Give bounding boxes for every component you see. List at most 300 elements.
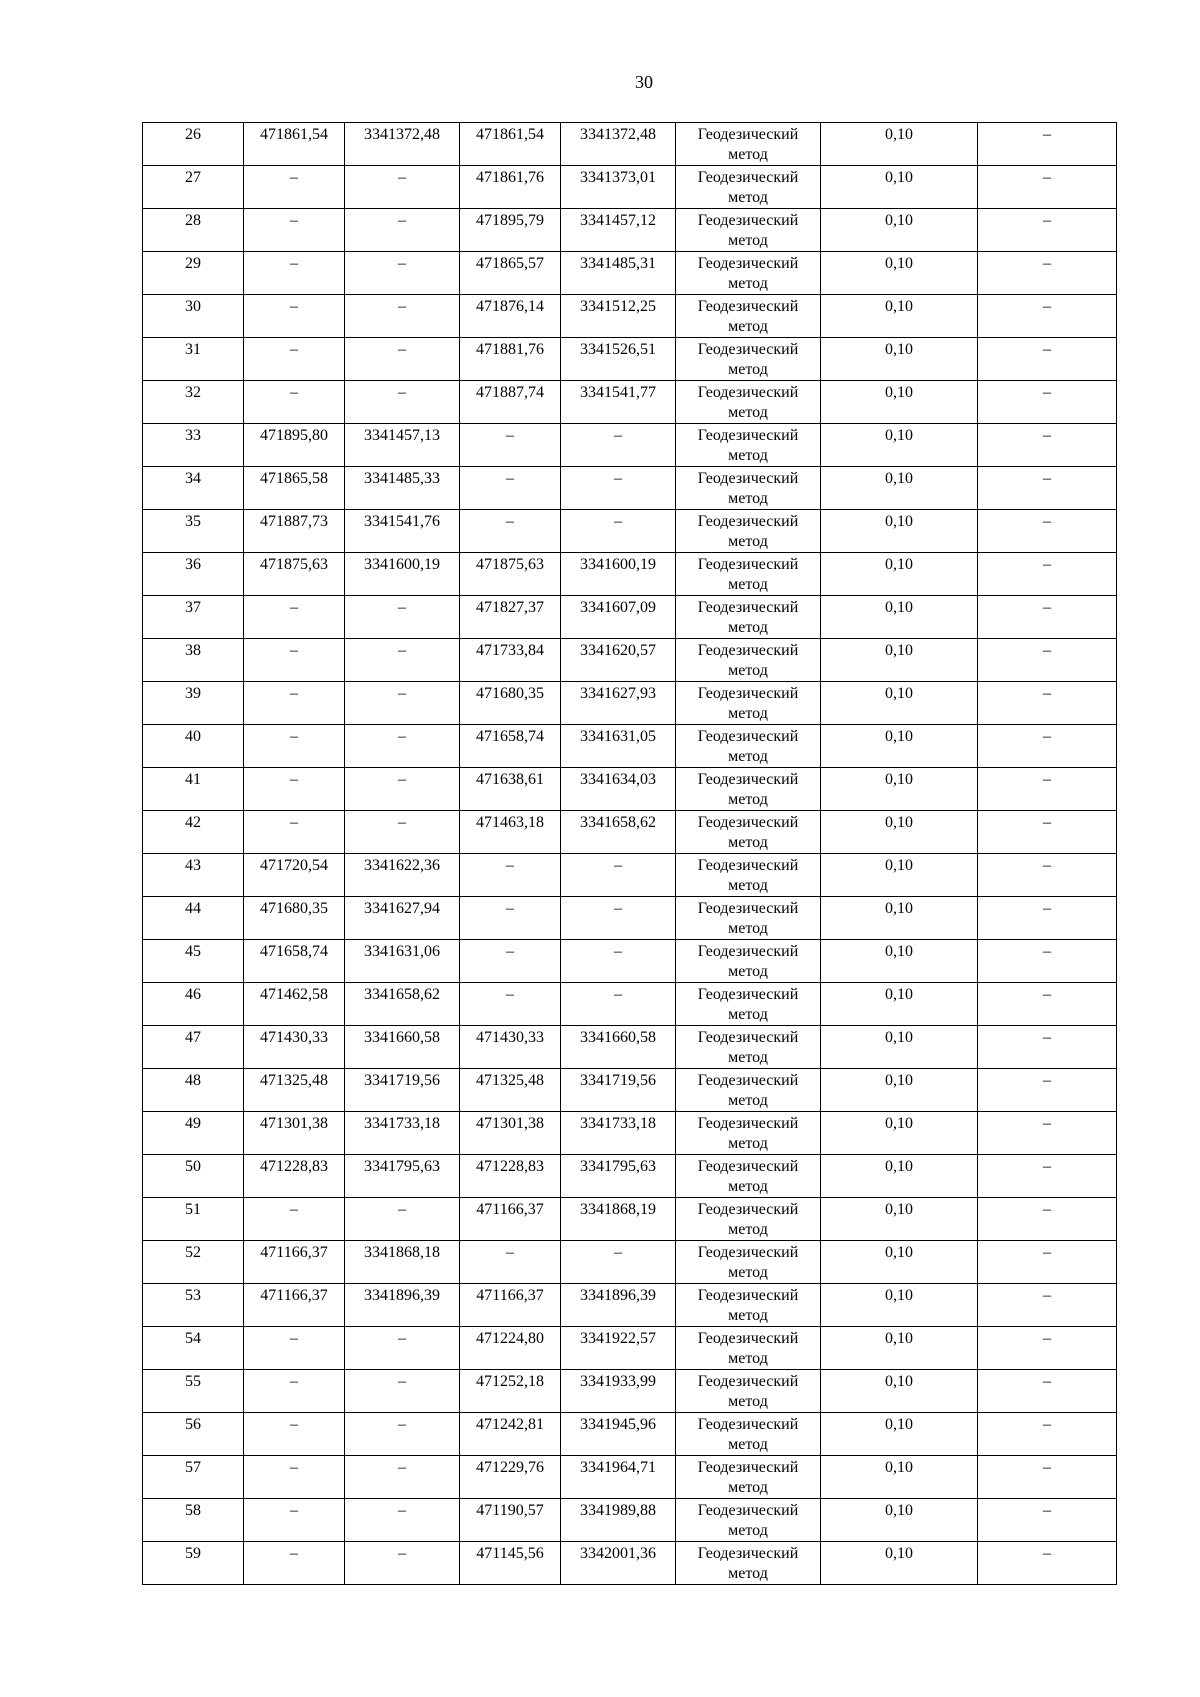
accuracy-cell: 0,10 (821, 338, 978, 381)
old-x-cell: – (244, 381, 345, 424)
table-row (143, 1241, 1117, 1284)
note-cell: – (978, 940, 1117, 983)
old-x-cell: – (244, 1456, 345, 1499)
old-y-cell: 3341795,63 (345, 1155, 460, 1198)
old-x-cell: – (244, 338, 345, 381)
method-cell: Геодезический метод (676, 1284, 821, 1327)
accuracy-cell: 0,10 (821, 166, 978, 209)
point-number-cell: 29 (143, 252, 244, 295)
point-number-cell: 27 (143, 166, 244, 209)
old-x-cell: – (244, 811, 345, 854)
point-number-cell: 41 (143, 768, 244, 811)
method-cell: Геодезический метод (676, 983, 821, 1026)
method-cell: Геодезический метод (676, 295, 821, 338)
new-y-cell: – (561, 897, 676, 940)
point-number-cell: 56 (143, 1413, 244, 1456)
method-cell: Геодезический метод (676, 811, 821, 854)
accuracy-cell: 0,10 (821, 940, 978, 983)
new-x-cell: 471430,33 (460, 1026, 561, 1069)
new-x-cell: 471875,63 (460, 553, 561, 596)
method-cell: Геодезический метод (676, 553, 821, 596)
method-cell: Геодезический метод (676, 1456, 821, 1499)
old-x-cell: 471658,74 (244, 940, 345, 983)
old-x-cell: 471166,37 (244, 1241, 345, 1284)
accuracy-cell: 0,10 (821, 1155, 978, 1198)
table-row (143, 1499, 1117, 1542)
new-x-cell: 471229,76 (460, 1456, 561, 1499)
point-number-cell: 49 (143, 1112, 244, 1155)
new-x-cell: 471881,76 (460, 338, 561, 381)
method-cell: Геодезический метод (676, 1327, 821, 1370)
old-x-cell: 471166,37 (244, 1284, 345, 1327)
note-cell: – (978, 553, 1117, 596)
new-y-cell: – (561, 424, 676, 467)
table-row (143, 639, 1117, 682)
old-y-cell: – (345, 811, 460, 854)
new-y-cell: 3341989,88 (561, 1499, 676, 1542)
old-y-cell: – (345, 768, 460, 811)
note-cell: – (978, 252, 1117, 295)
note-cell: – (978, 897, 1117, 940)
new-y-cell: 3341795,63 (561, 1155, 676, 1198)
old-y-cell: 3341627,94 (345, 897, 460, 940)
method-cell: Геодезический метод (676, 596, 821, 639)
note-cell: – (978, 1198, 1117, 1241)
table-row (143, 252, 1117, 295)
old-y-cell: – (345, 639, 460, 682)
note-cell: – (978, 854, 1117, 897)
new-y-cell: 3341933,99 (561, 1370, 676, 1413)
method-cell: Геодезический метод (676, 252, 821, 295)
note-cell: – (978, 166, 1117, 209)
point-number-cell: 58 (143, 1499, 244, 1542)
method-cell: Геодезический метод (676, 854, 821, 897)
old-y-cell: – (345, 381, 460, 424)
method-cell: Геодезический метод (676, 682, 821, 725)
accuracy-cell: 0,10 (821, 467, 978, 510)
accuracy-cell: 0,10 (821, 1026, 978, 1069)
new-y-cell: 3341719,56 (561, 1069, 676, 1112)
new-y-cell: – (561, 467, 676, 510)
method-cell: Геодезический метод (676, 1542, 821, 1585)
table-row (143, 682, 1117, 725)
new-x-cell: 471145,56 (460, 1542, 561, 1585)
table-row (143, 1456, 1117, 1499)
new-x-cell: 471166,37 (460, 1284, 561, 1327)
new-y-cell: 3341660,58 (561, 1026, 676, 1069)
point-number-cell: 28 (143, 209, 244, 252)
new-x-cell: 471166,37 (460, 1198, 561, 1241)
table-row (143, 725, 1117, 768)
new-x-cell: 471733,84 (460, 639, 561, 682)
note-cell: – (978, 467, 1117, 510)
table-row (143, 424, 1117, 467)
old-x-cell: – (244, 682, 345, 725)
old-y-cell: 3341457,13 (345, 424, 460, 467)
accuracy-cell: 0,10 (821, 1499, 978, 1542)
accuracy-cell: 0,10 (821, 1542, 978, 1585)
note-cell: – (978, 983, 1117, 1026)
old-y-cell: – (345, 725, 460, 768)
old-y-cell: 3341485,33 (345, 467, 460, 510)
accuracy-cell: 0,10 (821, 1112, 978, 1155)
table-row (143, 123, 1117, 166)
method-cell: Геодезический метод (676, 940, 821, 983)
new-x-cell: 471887,74 (460, 381, 561, 424)
new-y-cell: 3341945,96 (561, 1413, 676, 1456)
point-number-cell: 36 (143, 553, 244, 596)
note-cell: – (978, 1370, 1117, 1413)
new-x-cell: 471224,80 (460, 1327, 561, 1370)
old-x-cell: 471887,73 (244, 510, 345, 553)
new-y-cell: 3341541,77 (561, 381, 676, 424)
old-x-cell: 471895,80 (244, 424, 345, 467)
table-row (143, 768, 1117, 811)
table-row (143, 1284, 1117, 1327)
old-x-cell: – (244, 1413, 345, 1456)
new-y-cell: – (561, 940, 676, 983)
table-row (143, 510, 1117, 553)
new-x-cell: – (460, 854, 561, 897)
point-number-cell: 40 (143, 725, 244, 768)
new-y-cell: 3341896,39 (561, 1284, 676, 1327)
accuracy-cell: 0,10 (821, 1370, 978, 1413)
point-number-cell: 52 (143, 1241, 244, 1284)
new-y-cell: 3341733,18 (561, 1112, 676, 1155)
point-number-cell: 50 (143, 1155, 244, 1198)
table-row (143, 983, 1117, 1026)
method-cell: Геодезический метод (676, 424, 821, 467)
accuracy-cell: 0,10 (821, 1069, 978, 1112)
accuracy-cell: 0,10 (821, 209, 978, 252)
accuracy-cell: 0,10 (821, 897, 978, 940)
note-cell: – (978, 682, 1117, 725)
method-cell: Геодезический метод (676, 897, 821, 940)
note-cell: – (978, 1155, 1117, 1198)
old-y-cell: – (345, 1327, 460, 1370)
old-x-cell: 471865,58 (244, 467, 345, 510)
point-number-cell: 47 (143, 1026, 244, 1069)
point-number-cell: 57 (143, 1456, 244, 1499)
note-cell: – (978, 811, 1117, 854)
new-x-cell: 471827,37 (460, 596, 561, 639)
old-y-cell: 3341658,62 (345, 983, 460, 1026)
method-cell: Геодезический метод (676, 381, 821, 424)
method-cell: Геодезический метод (676, 1370, 821, 1413)
note-cell: – (978, 1241, 1117, 1284)
old-x-cell: – (244, 252, 345, 295)
table-row (143, 1026, 1117, 1069)
old-x-cell: – (244, 209, 345, 252)
note-cell: – (978, 381, 1117, 424)
old-x-cell: 471430,33 (244, 1026, 345, 1069)
table-row (143, 166, 1117, 209)
old-x-cell: – (244, 596, 345, 639)
accuracy-cell: 0,10 (821, 854, 978, 897)
method-cell: Геодезический метод (676, 510, 821, 553)
note-cell: – (978, 1026, 1117, 1069)
note-cell: – (978, 295, 1117, 338)
table-row (143, 1542, 1117, 1585)
method-cell: Геодезический метод (676, 1155, 821, 1198)
old-x-cell: 471462,58 (244, 983, 345, 1026)
table-row (143, 1370, 1117, 1413)
old-y-cell: – (345, 596, 460, 639)
new-y-cell: 3341658,62 (561, 811, 676, 854)
old-y-cell: 3341622,36 (345, 854, 460, 897)
old-y-cell: – (345, 682, 460, 725)
note-cell: – (978, 510, 1117, 553)
accuracy-cell: 0,10 (821, 123, 978, 166)
accuracy-cell: 0,10 (821, 768, 978, 811)
old-x-cell: – (244, 295, 345, 338)
accuracy-cell: 0,10 (821, 381, 978, 424)
note-cell: – (978, 209, 1117, 252)
old-y-cell: – (345, 252, 460, 295)
point-number-cell: 32 (143, 381, 244, 424)
old-y-cell: 3341372,48 (345, 123, 460, 166)
old-y-cell: 3341733,18 (345, 1112, 460, 1155)
point-number-cell: 34 (143, 467, 244, 510)
new-y-cell: – (561, 983, 676, 1026)
accuracy-cell: 0,10 (821, 553, 978, 596)
old-y-cell: – (345, 1542, 460, 1585)
note-cell: – (978, 1327, 1117, 1370)
point-number-cell: 51 (143, 1198, 244, 1241)
old-y-cell: 3341719,56 (345, 1069, 460, 1112)
old-y-cell: – (345, 1499, 460, 1542)
old-x-cell: 471875,63 (244, 553, 345, 596)
point-number-cell: 53 (143, 1284, 244, 1327)
new-y-cell: 3341457,12 (561, 209, 676, 252)
note-cell: – (978, 123, 1117, 166)
note-cell: – (978, 1069, 1117, 1112)
new-x-cell: – (460, 897, 561, 940)
accuracy-cell: 0,10 (821, 811, 978, 854)
method-cell: Геодезический метод (676, 725, 821, 768)
table-row (143, 338, 1117, 381)
method-cell: Геодезический метод (676, 1413, 821, 1456)
old-x-cell: – (244, 1327, 345, 1370)
table-row (143, 811, 1117, 854)
old-y-cell: – (345, 1370, 460, 1413)
new-x-cell: – (460, 940, 561, 983)
old-y-cell: – (345, 338, 460, 381)
point-number-cell: 33 (143, 424, 244, 467)
new-x-cell: 471876,14 (460, 295, 561, 338)
accuracy-cell: 0,10 (821, 725, 978, 768)
method-cell: Геодезический метод (676, 1241, 821, 1284)
note-cell: – (978, 768, 1117, 811)
old-y-cell: – (345, 1413, 460, 1456)
new-x-cell: 471463,18 (460, 811, 561, 854)
new-y-cell: 3341607,09 (561, 596, 676, 639)
table-row (143, 1155, 1117, 1198)
new-y-cell: 3341620,57 (561, 639, 676, 682)
accuracy-cell: 0,10 (821, 295, 978, 338)
old-x-cell: – (244, 1499, 345, 1542)
accuracy-cell: 0,10 (821, 1327, 978, 1370)
accuracy-cell: 0,10 (821, 1413, 978, 1456)
method-cell: Геодезический метод (676, 467, 821, 510)
new-y-cell: 3341922,57 (561, 1327, 676, 1370)
old-y-cell: 3341896,39 (345, 1284, 460, 1327)
old-y-cell: 3341660,58 (345, 1026, 460, 1069)
new-y-cell: 3341526,51 (561, 338, 676, 381)
table-row (143, 1413, 1117, 1456)
new-x-cell: 471658,74 (460, 725, 561, 768)
new-x-cell: 471861,54 (460, 123, 561, 166)
table-row (143, 209, 1117, 252)
new-y-cell: 3341634,03 (561, 768, 676, 811)
point-number-cell: 59 (143, 1542, 244, 1585)
point-number-cell: 54 (143, 1327, 244, 1370)
accuracy-cell: 0,10 (821, 596, 978, 639)
new-x-cell: 471242,81 (460, 1413, 561, 1456)
point-number-cell: 30 (143, 295, 244, 338)
method-cell: Геодезический метод (676, 639, 821, 682)
accuracy-cell: 0,10 (821, 252, 978, 295)
accuracy-cell: 0,10 (821, 1198, 978, 1241)
old-y-cell: – (345, 1456, 460, 1499)
table-row (143, 295, 1117, 338)
accuracy-cell: 0,10 (821, 1456, 978, 1499)
note-cell: – (978, 1456, 1117, 1499)
note-cell: – (978, 338, 1117, 381)
table-row (143, 897, 1117, 940)
new-y-cell: 3341372,48 (561, 123, 676, 166)
point-number-cell: 35 (143, 510, 244, 553)
table-row (143, 1327, 1117, 1370)
new-x-cell: – (460, 424, 561, 467)
new-y-cell: 3341512,25 (561, 295, 676, 338)
old-x-cell: – (244, 768, 345, 811)
old-y-cell: 3341868,18 (345, 1241, 460, 1284)
point-number-cell: 44 (143, 897, 244, 940)
new-x-cell: 471895,79 (460, 209, 561, 252)
old-x-cell: – (244, 1370, 345, 1413)
old-x-cell: 471228,83 (244, 1155, 345, 1198)
old-y-cell: – (345, 209, 460, 252)
method-cell: Геодезический метод (676, 1112, 821, 1155)
point-number-cell: 31 (143, 338, 244, 381)
new-y-cell: – (561, 510, 676, 553)
table-row (143, 1112, 1117, 1155)
new-x-cell: 471325,48 (460, 1069, 561, 1112)
accuracy-cell: 0,10 (821, 983, 978, 1026)
new-x-cell: 471228,83 (460, 1155, 561, 1198)
old-x-cell: 471861,54 (244, 123, 345, 166)
new-y-cell: – (561, 854, 676, 897)
accuracy-cell: 0,10 (821, 682, 978, 725)
accuracy-cell: 0,10 (821, 1284, 978, 1327)
new-y-cell: 3341631,05 (561, 725, 676, 768)
point-number-cell: 39 (143, 682, 244, 725)
note-cell: – (978, 1413, 1117, 1456)
old-y-cell: 3341631,06 (345, 940, 460, 983)
table-row (143, 854, 1117, 897)
table-body (143, 123, 1117, 1585)
note-cell: – (978, 725, 1117, 768)
old-x-cell: 471301,38 (244, 1112, 345, 1155)
new-x-cell: – (460, 467, 561, 510)
old-x-cell: – (244, 639, 345, 682)
table-row (143, 553, 1117, 596)
point-number-cell: 43 (143, 854, 244, 897)
old-x-cell: 471680,35 (244, 897, 345, 940)
new-x-cell: 471638,61 (460, 768, 561, 811)
old-x-cell: – (244, 1198, 345, 1241)
point-number-cell: 38 (143, 639, 244, 682)
old-y-cell: 3341541,76 (345, 510, 460, 553)
table-row (143, 1069, 1117, 1112)
point-number-cell: 48 (143, 1069, 244, 1112)
table-row (143, 596, 1117, 639)
old-x-cell: – (244, 725, 345, 768)
new-y-cell: 3342001,36 (561, 1542, 676, 1585)
note-cell: – (978, 1542, 1117, 1585)
note-cell: – (978, 596, 1117, 639)
old-x-cell: – (244, 1542, 345, 1585)
new-y-cell: 3341600,19 (561, 553, 676, 596)
new-x-cell: 471252,18 (460, 1370, 561, 1413)
old-y-cell: – (345, 1198, 460, 1241)
accuracy-cell: 0,10 (821, 510, 978, 553)
point-number-cell: 45 (143, 940, 244, 983)
table-row (143, 381, 1117, 424)
method-cell: Геодезический метод (676, 768, 821, 811)
new-x-cell: 471861,76 (460, 166, 561, 209)
note-cell: – (978, 1112, 1117, 1155)
new-y-cell: 3341868,19 (561, 1198, 676, 1241)
accuracy-cell: 0,10 (821, 639, 978, 682)
old-y-cell: 3341600,19 (345, 553, 460, 596)
point-number-cell: 37 (143, 596, 244, 639)
old-x-cell: 471325,48 (244, 1069, 345, 1112)
point-number-cell: 26 (143, 123, 244, 166)
table-row (143, 1198, 1117, 1241)
new-y-cell: – (561, 1241, 676, 1284)
new-x-cell: – (460, 983, 561, 1026)
coordinates-table (142, 122, 1117, 1585)
point-number-cell: 46 (143, 983, 244, 1026)
table-row (143, 940, 1117, 983)
accuracy-cell: 0,10 (821, 1241, 978, 1284)
new-y-cell: 3341964,71 (561, 1456, 676, 1499)
new-y-cell: 3341627,93 (561, 682, 676, 725)
point-number-cell: 55 (143, 1370, 244, 1413)
note-cell: – (978, 1284, 1117, 1327)
page-number: 30 (635, 72, 653, 92)
method-cell: Геодезический метод (676, 1198, 821, 1241)
new-x-cell: – (460, 1241, 561, 1284)
new-x-cell: 471680,35 (460, 682, 561, 725)
old-y-cell: – (345, 295, 460, 338)
table-row (143, 467, 1117, 510)
method-cell: Геодезический метод (676, 338, 821, 381)
method-cell: Геодезический метод (676, 166, 821, 209)
old-y-cell: – (345, 166, 460, 209)
old-x-cell: – (244, 166, 345, 209)
note-cell: – (978, 1499, 1117, 1542)
method-cell: Геодезический метод (676, 1069, 821, 1112)
new-y-cell: 3341373,01 (561, 166, 676, 209)
new-x-cell: 471301,38 (460, 1112, 561, 1155)
old-x-cell: 471720,54 (244, 854, 345, 897)
accuracy-cell: 0,10 (821, 424, 978, 467)
new-x-cell: – (460, 510, 561, 553)
note-cell: – (978, 424, 1117, 467)
